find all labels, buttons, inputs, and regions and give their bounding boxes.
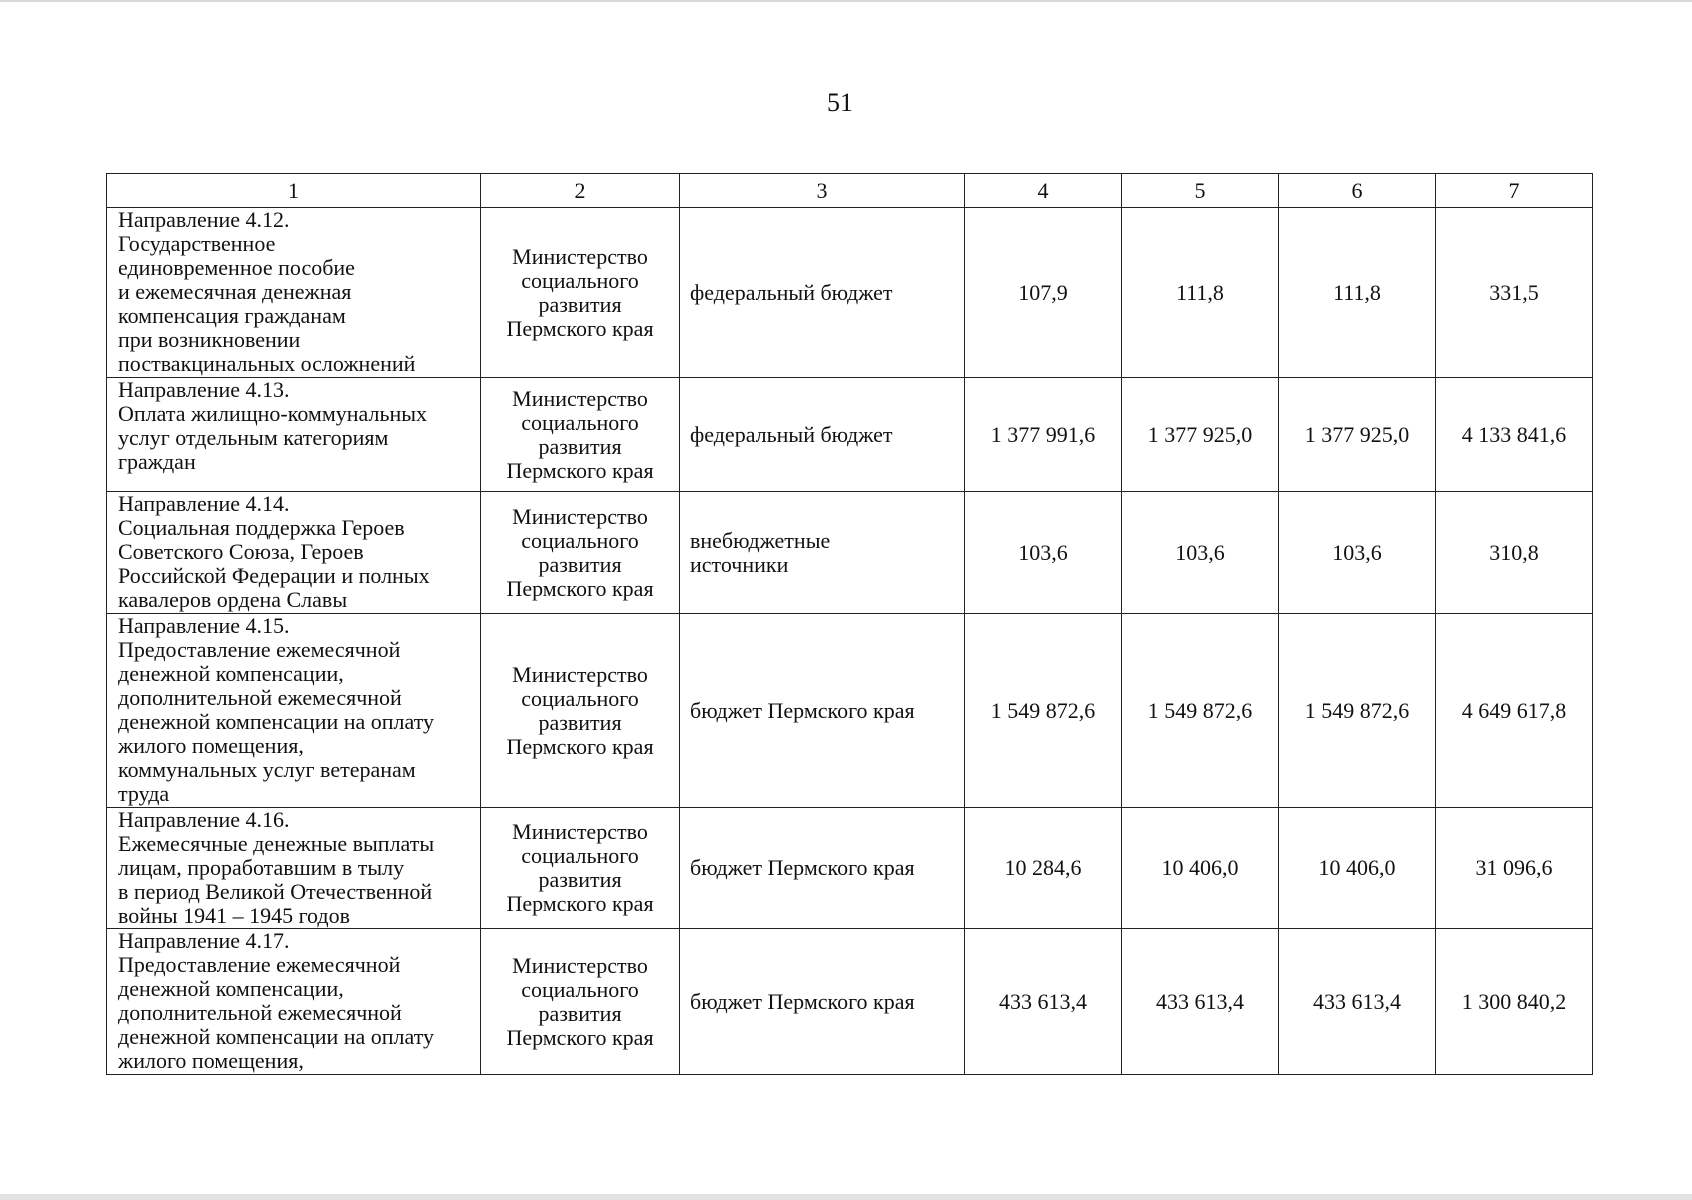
value-col7: 4 133 841,6 (1436, 378, 1593, 492)
direction-line: денежной компенсации, (118, 976, 344, 1001)
executor-line: социального (521, 409, 639, 435)
value-col7: 331,5 (1436, 208, 1593, 378)
direction-line: Предоставление ежемесячной (118, 952, 401, 977)
value-col7: 4 649 617,8 (1436, 614, 1593, 808)
table-row (107, 492, 1593, 614)
direction-line: жилого помещения, (118, 1048, 304, 1073)
direction-line: и ежемесячная денежная (118, 279, 352, 304)
direction-line: труда (118, 781, 170, 806)
value-col7: 31 096,6 (1436, 808, 1593, 929)
direction-cell (107, 614, 481, 808)
direction-line: услуг отдельным категориям (118, 425, 389, 450)
funding-source-cell (680, 492, 965, 614)
funding-source-cell (680, 808, 965, 929)
direction-line: кавалеров ордена Славы (118, 587, 348, 612)
funding-source-line: бюджет Пермского края (690, 988, 915, 1014)
column-number: 4 (965, 174, 1122, 208)
table-row (107, 614, 1593, 808)
executor-line: социального (521, 267, 639, 293)
value-col7: 1 300 840,2 (1436, 929, 1593, 1075)
column-number: 6 (1279, 174, 1436, 208)
scan-edge-bottom (0, 1194, 1692, 1200)
direction-cell (107, 492, 481, 614)
direction-line: компенсация гражданам (118, 303, 346, 328)
executor-cell (481, 208, 680, 378)
executor-line: развития (538, 1000, 622, 1026)
direction-line: граждан (118, 449, 196, 474)
executor-line: Пермского края (506, 891, 654, 916)
executor-line: социального (521, 527, 639, 553)
executor-line: развития (538, 291, 622, 317)
column-number: 3 (680, 174, 965, 208)
financing-table (106, 173, 1593, 1075)
executor-cell (481, 614, 680, 808)
executor-line: Пермского края (506, 457, 654, 483)
funding-source-line: внебюджетные (690, 527, 831, 553)
direction-cell (107, 929, 481, 1075)
executor-line: Пермского края (506, 733, 654, 759)
value-col5: 1 377 925,0 (1122, 378, 1279, 492)
direction-line: в период Великой Отечественной (118, 879, 433, 904)
direction-line: денежной компенсации на оплату (118, 1024, 435, 1049)
value-col4: 1 377 991,6 (965, 378, 1122, 492)
column-number: 5 (1122, 174, 1279, 208)
direction-line: жилого помещения, (118, 733, 304, 758)
executor-cell (481, 378, 680, 492)
value-col6: 1 377 925,0 (1279, 378, 1436, 492)
executor-line: социального (521, 843, 639, 868)
direction-line: Российской Федерации и полных (118, 563, 430, 588)
value-col4: 10 284,6 (965, 808, 1122, 929)
executor-cell (481, 929, 680, 1075)
direction-line: дополнительной ежемесячной (118, 685, 402, 710)
direction-line: Направление 4.14. (118, 491, 290, 516)
direction-line: войны 1941 – 1945 годов (118, 903, 350, 928)
page-number: 51 (827, 88, 853, 117)
value-col5: 111,8 (1122, 208, 1279, 378)
value-col7: 310,8 (1436, 492, 1593, 614)
executor-cell (481, 808, 680, 929)
direction-line: Предоставление ежемесячной (118, 637, 401, 662)
executor-line: Пермского края (506, 575, 654, 601)
column-number: 7 (1436, 174, 1593, 208)
direction-line: денежной компенсации, (118, 661, 344, 686)
table-row (107, 929, 1593, 1075)
executor-line: Пермского края (506, 1024, 654, 1050)
executor-line: развития (538, 867, 622, 892)
executor-line: развития (538, 709, 622, 735)
table-row (107, 378, 1593, 492)
executor-line: развития (538, 433, 622, 459)
value-col4: 107,9 (965, 208, 1122, 378)
column-number-row (107, 174, 1593, 208)
value-col6: 103,6 (1279, 492, 1436, 614)
direction-line: поствакцинальных осложнений (118, 351, 416, 376)
value-col5: 103,6 (1122, 492, 1279, 614)
executor-line: Министерство (512, 819, 648, 844)
direction-cell (107, 808, 481, 929)
executor-line: социального (521, 976, 639, 1002)
funding-source-line: бюджет Пермского края (690, 697, 915, 723)
direction-line: Советского Союза, Героев (118, 539, 364, 564)
direction-line: Направление 4.15. (118, 613, 290, 638)
direction-line: Направление 4.13. (118, 377, 290, 402)
direction-line: Направление 4.16. (118, 807, 290, 832)
executor-line: Министерство (512, 503, 648, 529)
direction-line: Направление 4.12. (118, 207, 290, 232)
direction-line: Государственное (118, 231, 276, 256)
executor-line: Министерство (512, 661, 648, 687)
executor-line: Министерство (512, 243, 648, 269)
direction-line: при возникновении (118, 327, 301, 352)
executor-line: Министерство (512, 952, 648, 978)
value-col5: 433 613,4 (1122, 929, 1279, 1075)
table-row (107, 208, 1593, 378)
value-col6: 1 549 872,6 (1279, 614, 1436, 808)
executor-cell (481, 492, 680, 614)
funding-source-cell (680, 929, 965, 1075)
direction-line: единовременное пособие (118, 255, 355, 280)
executor-line: развития (538, 551, 622, 577)
funding-source-line: бюджет Пермского края (690, 855, 915, 880)
scan-edge-top (0, 0, 1692, 2)
funding-source-line: источники (690, 551, 789, 577)
value-col4: 103,6 (965, 492, 1122, 614)
executor-line: социального (521, 685, 639, 711)
direction-line: Ежемесячные денежные выплаты (118, 831, 435, 856)
direction-line: лицам, проработавшим в тылу (118, 855, 405, 880)
value-col6: 433 613,4 (1279, 929, 1436, 1075)
direction-cell (107, 378, 481, 492)
funding-source-cell (680, 378, 965, 492)
value-col4: 1 549 872,6 (965, 614, 1122, 808)
column-number: 1 (107, 174, 481, 208)
funding-source-cell (680, 614, 965, 808)
direction-line: денежной компенсации на оплату (118, 709, 435, 734)
value-col5: 1 549 872,6 (1122, 614, 1279, 808)
executor-line: Министерство (512, 385, 648, 411)
direction-line: дополнительной ежемесячной (118, 1000, 402, 1025)
funding-source-line: федеральный бюджет (690, 279, 893, 305)
table-row (107, 808, 1593, 929)
direction-line: коммунальных услуг ветеранам (118, 757, 416, 782)
funding-source-line: федеральный бюджет (690, 421, 893, 447)
funding-source-cell (680, 208, 965, 378)
executor-line: Пермского края (506, 315, 654, 341)
direction-line: Направление 4.17. (118, 928, 290, 953)
direction-line: Социальная поддержка Героев (118, 515, 405, 540)
column-number: 2 (481, 174, 680, 208)
value-col4: 433 613,4 (965, 929, 1122, 1075)
value-col5: 10 406,0 (1122, 808, 1279, 929)
value-col6: 10 406,0 (1279, 808, 1436, 929)
direction-line: Оплата жилищно-коммунальных (118, 401, 428, 426)
direction-cell (107, 208, 481, 378)
value-col6: 111,8 (1279, 208, 1436, 378)
